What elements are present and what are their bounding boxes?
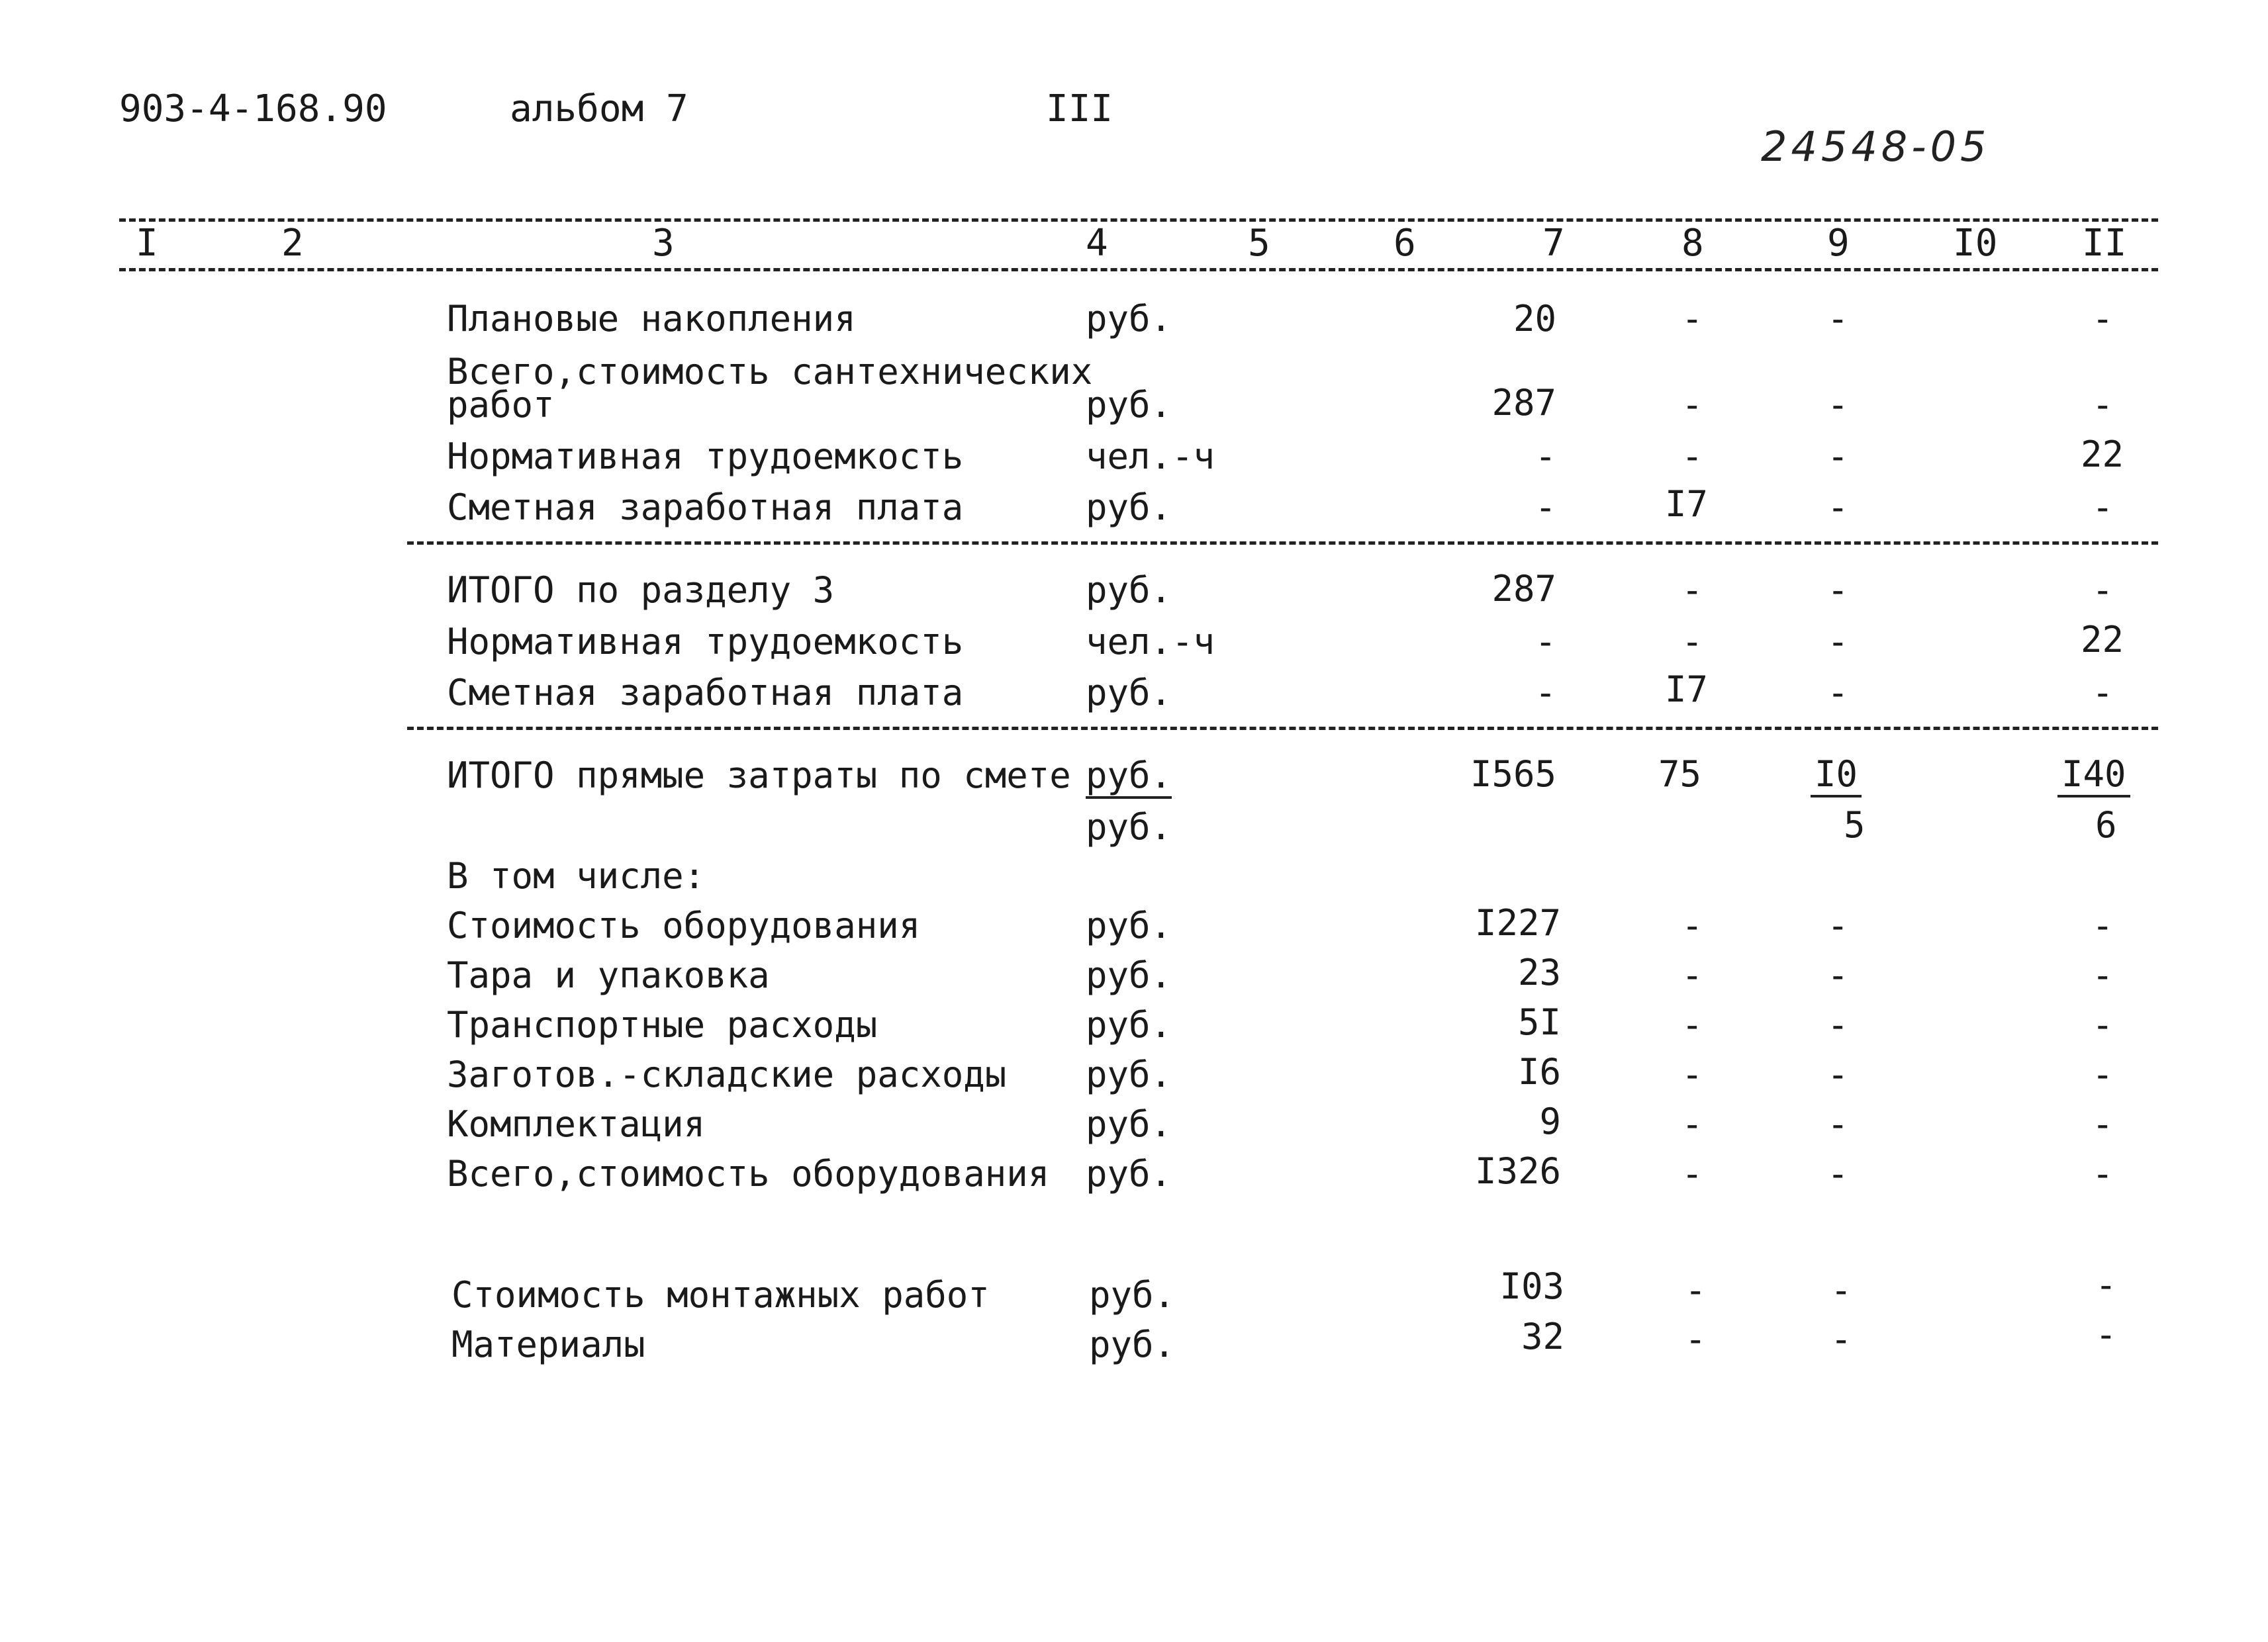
cell-col8: - — [1681, 435, 1703, 477]
row-label: ИТОГО прямые затраты по смете — [447, 754, 1071, 796]
cell-col9-denominator: 5 — [1844, 804, 1866, 846]
row-label: Плановые накопления — [447, 298, 856, 340]
cell-col11: - — [2092, 905, 2114, 946]
column-header-4: 4 — [1086, 222, 1108, 265]
cell-col7: I6 — [1517, 1051, 1561, 1093]
cell-col8: - — [1681, 1103, 1703, 1145]
header-top-rule — [119, 218, 2158, 222]
cell-col7: 287 — [1491, 568, 1556, 610]
cell-col9: - — [1830, 1318, 1852, 1360]
cell-col11-numerator: I40 — [2057, 753, 2130, 798]
cell-col8: I7 — [1665, 483, 1709, 525]
cell-col11: - — [2092, 1004, 2114, 1046]
cell-col9: - — [1827, 1153, 1849, 1195]
cell-col11: - — [2092, 569, 2114, 611]
row-unit: руб. — [1086, 486, 1172, 528]
row-label: Стоимость оборудования — [447, 905, 921, 946]
cell-col9: - — [1827, 1004, 1849, 1046]
column-header-10: I0 — [1953, 222, 1998, 265]
cell-col9: - — [1827, 954, 1849, 996]
cell-col9: - — [1827, 486, 1849, 528]
cell-col7: 20 — [1513, 298, 1556, 340]
row-label: Сметная заработная плата — [447, 672, 964, 713]
cell-col7: I326 — [1474, 1150, 1561, 1192]
row-label: Материалы — [451, 1324, 645, 1365]
row-unit-underlined: руб. — [1086, 754, 1172, 799]
cell-col9: - — [1827, 672, 1849, 713]
column-header-7: 7 — [1542, 222, 1565, 265]
cell-col9: - — [1827, 621, 1849, 662]
cell-col8: - — [1681, 298, 1703, 340]
cell-col9: - — [1827, 1103, 1849, 1145]
column-header-1: I — [136, 222, 158, 265]
row-label: Всего,стоимость оборудования — [447, 1153, 1050, 1195]
row-label: Сметная заработная плата — [447, 486, 964, 528]
row-label: ИТОГО по разделу 3 — [447, 569, 835, 611]
album-label: альбом 7 — [510, 87, 688, 130]
cell-col8: - — [1681, 569, 1703, 611]
cell-col11: - — [2092, 672, 2114, 713]
row-unit: руб. — [1086, 569, 1172, 611]
cell-col7: 32 — [1521, 1316, 1564, 1357]
row-label-continued: работ — [447, 384, 555, 426]
cell-col9: - — [1827, 435, 1849, 477]
row-label: Нормативная трудоемкость — [447, 621, 964, 662]
cell-col11: 22 — [2080, 619, 2124, 661]
row-unit: руб. — [1086, 1153, 1172, 1195]
column-header-9: 9 — [1827, 222, 1850, 265]
cell-col9-numerator: I0 — [1811, 753, 1862, 798]
cell-col8: - — [1681, 954, 1703, 996]
cell-col8: - — [1681, 1153, 1703, 1195]
cell-col8: - — [1685, 1269, 1707, 1311]
cell-col11: - — [2095, 1314, 2117, 1355]
document-code: 903-4-168.90 — [119, 87, 387, 130]
row-label: Нормативная трудоемкость — [447, 435, 964, 477]
cell-col9: - — [1827, 1054, 1849, 1095]
column-header-2: 2 — [281, 222, 304, 265]
cell-col8: - — [1685, 1318, 1707, 1360]
row-unit: руб. — [1086, 1103, 1172, 1145]
column-header-5: 5 — [1248, 222, 1270, 265]
cell-col11: - — [2092, 1054, 2114, 1095]
cell-col9: - — [1830, 1269, 1852, 1311]
cell-col11: - — [2092, 1153, 2114, 1195]
cell-col11: - — [2092, 384, 2114, 426]
cell-col8: I7 — [1665, 668, 1709, 710]
column-header-3: 3 — [652, 222, 675, 265]
cell-col7: I227 — [1474, 902, 1561, 944]
cell-col11: - — [2095, 1264, 2117, 1306]
row-label: Всего,стоимость сантехнических — [447, 351, 1093, 392]
row-unit: руб. — [1086, 298, 1172, 340]
cell-col11: 22 — [2080, 433, 2124, 475]
row-unit: руб. — [1089, 1274, 1176, 1316]
cell-col11: - — [2092, 486, 2114, 528]
row-unit: руб. — [1086, 1004, 1172, 1046]
cell-col7: 23 — [1517, 952, 1561, 993]
row-label: Тара и упаковка — [447, 954, 770, 996]
cell-col11: - — [2092, 954, 2114, 996]
cell-col11: - — [2092, 298, 2114, 340]
row-unit: руб. — [1086, 1054, 1172, 1095]
cell-col11: - — [2092, 1103, 2114, 1145]
cell-col8: - — [1681, 1004, 1703, 1046]
cell-col9: - — [1827, 569, 1849, 611]
handwritten-inventory-number: 24548-05 — [1761, 122, 1991, 171]
subsection-label: В том числе: — [447, 855, 706, 897]
section-separator-rule — [407, 727, 2158, 730]
cell-col7: 287 — [1491, 382, 1556, 424]
cell-col11-denominator: 6 — [2095, 804, 2117, 846]
row-unit: руб. — [1086, 384, 1172, 426]
cell-col8: - — [1681, 905, 1703, 946]
row-label: Стоимость монтажных работ — [451, 1274, 990, 1316]
cell-col9: - — [1827, 298, 1849, 340]
cell-col7: - — [1535, 486, 1556, 528]
cell-col7: I03 — [1499, 1265, 1564, 1307]
row-label: Комплектация — [447, 1103, 706, 1145]
cell-col8: 75 — [1658, 753, 1702, 795]
cell-col7: 5I — [1517, 1001, 1561, 1043]
cell-col7: I565 — [1470, 753, 1556, 795]
row-unit: руб. — [1086, 954, 1172, 996]
row-label: Заготов.-складские расходы — [447, 1054, 1007, 1095]
column-header-8: 8 — [1681, 222, 1704, 265]
cell-col7: - — [1535, 621, 1556, 662]
row-unit: чел.-ч — [1086, 621, 1215, 662]
row-unit: руб. — [1089, 1324, 1176, 1365]
cell-col9: - — [1827, 905, 1849, 946]
section-separator-rule — [407, 541, 2158, 545]
cell-col7: - — [1535, 672, 1556, 713]
header-bottom-rule — [119, 268, 2158, 271]
cell-col8: - — [1681, 621, 1703, 662]
cell-col9: - — [1827, 384, 1849, 426]
row-unit-second: руб. — [1086, 806, 1172, 848]
cell-col7: - — [1535, 435, 1556, 477]
row-unit: руб. — [1086, 905, 1172, 946]
cell-col7: 9 — [1539, 1101, 1561, 1142]
cell-col8: - — [1681, 1054, 1703, 1095]
cell-col8: - — [1681, 384, 1703, 426]
column-header-6: 6 — [1394, 222, 1416, 265]
page-number: III — [1046, 87, 1113, 130]
row-unit: чел.-ч — [1086, 435, 1215, 477]
row-unit: руб. — [1086, 672, 1172, 713]
row-label: Транспортные расходы — [447, 1004, 878, 1046]
column-header-11: II — [2082, 222, 2127, 265]
